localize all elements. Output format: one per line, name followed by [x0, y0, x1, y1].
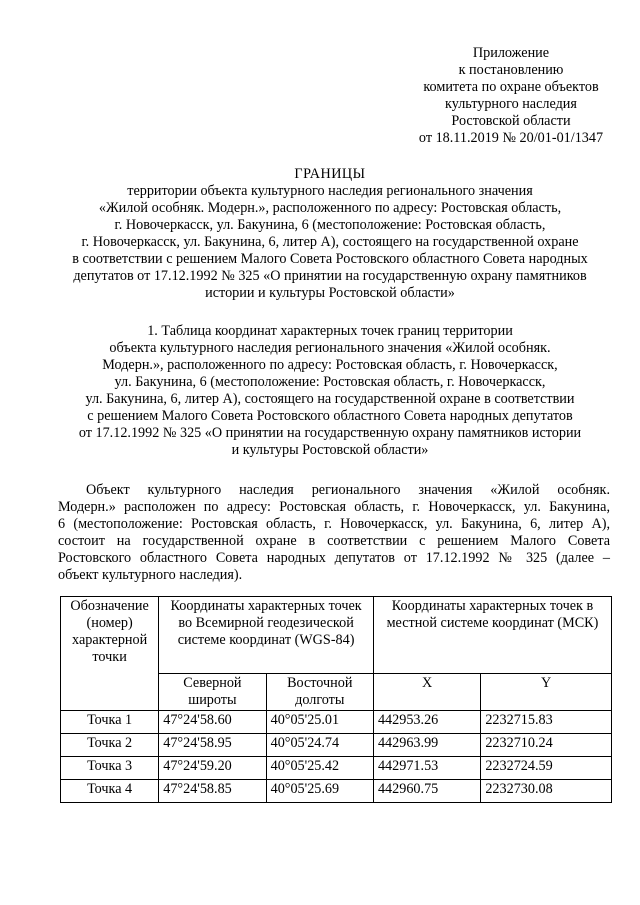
- cell-y: 2232730.08: [481, 780, 612, 803]
- header-msk: Координаты характерных точек в местной системе координат (МСК): [373, 597, 611, 674]
- cell-y: 2232724.59: [481, 757, 612, 780]
- cell-lat: 47°24'58.60: [159, 711, 266, 734]
- appendix-line: от 18.11.2019 № 20/01-01/1347: [418, 130, 604, 146]
- table-row: [61, 780, 612, 803]
- cell-lon: 40°05'25.69: [266, 780, 373, 803]
- caption-line: ул. Бакунина, 6, литер А), состоящего на государственной охране в соответствии: [85, 391, 575, 407]
- heading-line: г. Новочеркасск, ул. Бакунина, 6, литер А), состоящего на государственной охране: [81, 234, 579, 250]
- cell-point: Точка 1: [61, 711, 159, 734]
- header-point: Обозначение (номер) характерной точки: [61, 597, 159, 711]
- heading-line: истории и культуры Ростовской области»: [205, 285, 455, 301]
- document-heading: [40, 166, 620, 302]
- cell-point: Точка 3: [61, 757, 159, 780]
- cell-lat: 47°24'58.95: [159, 734, 266, 757]
- caption-line: ул. Бакунина, 6 (местоположение: Ростовская область, г. Новочеркасск,: [114, 374, 546, 390]
- cell-point: Точка 2: [61, 734, 159, 757]
- appendix-line: к постановлению: [458, 62, 564, 78]
- caption-line: с решением Малого Совета Ростовского областного Совета народных депутатов: [87, 408, 573, 424]
- table-header-row: [61, 597, 612, 674]
- cell-y: 2232715.83: [481, 711, 612, 734]
- subheader-lon: Восточной долготы: [266, 674, 373, 711]
- cell-x: 442953.26: [373, 711, 480, 734]
- body-paragraph: [58, 482, 610, 584]
- appendix-line: комитета по охране объектов: [423, 79, 599, 95]
- cell-x: 442960.75: [373, 780, 480, 803]
- cell-y: 2232710.24: [481, 734, 612, 757]
- caption-line: от 17.12.1992 № 325 «О принятии на государственную охрану памятников истории: [78, 425, 582, 441]
- body-line: Модерн.» расположен по адресу: Ростовская область, г. Новочеркасск, ул. Бакунина,: [58, 499, 610, 515]
- heading-line: г. Новочеркасск, ул. Бакунина, 6 (местоположение: Ростовская область,: [114, 217, 546, 233]
- appendix-line: культурного наследия: [445, 96, 577, 112]
- appendix-block: [400, 45, 622, 147]
- cell-lon: 40°05'24.74: [266, 734, 373, 757]
- body-line: 6 (местоположение: Ростовская область, г. Новочеркасск, ул. Бакунина, 6, литер А),: [58, 516, 610, 532]
- body-line: Объект культурного наследия регионального значения «Жилой особняк.: [86, 482, 610, 498]
- cell-lon: 40°05'25.42: [266, 757, 373, 780]
- caption-line: Модерн.», расположенного по адресу: Ростовская область, г. Новочеркасск,: [102, 357, 558, 373]
- body-line: состоит на государственной охране в соответствии с решением Малого Совета: [58, 533, 610, 549]
- caption-line: 1. Таблица координат характерных точек границ территории: [147, 323, 513, 339]
- heading-line: территории объекта культурного наследия регионального значения: [127, 183, 533, 199]
- coordinates-table: [60, 596, 612, 803]
- heading-line: «Жилой особняк. Модерн.», расположенного по адресу: Ростовская область,: [98, 200, 562, 216]
- table-row: [61, 734, 612, 757]
- cell-lon: 40°05'25.01: [266, 711, 373, 734]
- heading-line: депутатов от 17.12.1992 № 325 «О принятии на государственную охрану памятников: [73, 268, 587, 284]
- table-row: [61, 757, 612, 780]
- heading-line: в соответствии с решением Малого Совета Ростовского областного Совета народных: [72, 251, 588, 267]
- cell-lat: 47°24'59.20: [159, 757, 266, 780]
- header-wgs: Координаты характерных точек во Всемирной геодезической системе координат (WGS-84): [159, 597, 374, 674]
- cell-lat: 47°24'58.85: [159, 780, 266, 803]
- heading-title: ГРАНИЦЫ: [294, 166, 366, 182]
- table-caption: [40, 323, 620, 459]
- appendix-line: Ростовской области: [451, 113, 571, 129]
- cell-x: 442963.99: [373, 734, 480, 757]
- subheader-y: Y: [481, 674, 612, 711]
- body-line: Ростовского областного Совета народных депутатов от 17.12.1992 № 325 (далее –: [58, 550, 610, 566]
- appendix-line: Приложение: [472, 45, 550, 61]
- subheader-lat: Северной широты: [159, 674, 266, 711]
- caption-line: и культуры Ростовской области»: [231, 442, 429, 458]
- cell-x: 442971.53: [373, 757, 480, 780]
- body-line: объект культурного наследия).: [58, 567, 243, 583]
- cell-point: Точка 4: [61, 780, 159, 803]
- subheader-x: X: [373, 674, 480, 711]
- caption-line: объекта культурного наследия регионального значения «Жилой особняк.: [109, 340, 551, 356]
- table-row: [61, 711, 612, 734]
